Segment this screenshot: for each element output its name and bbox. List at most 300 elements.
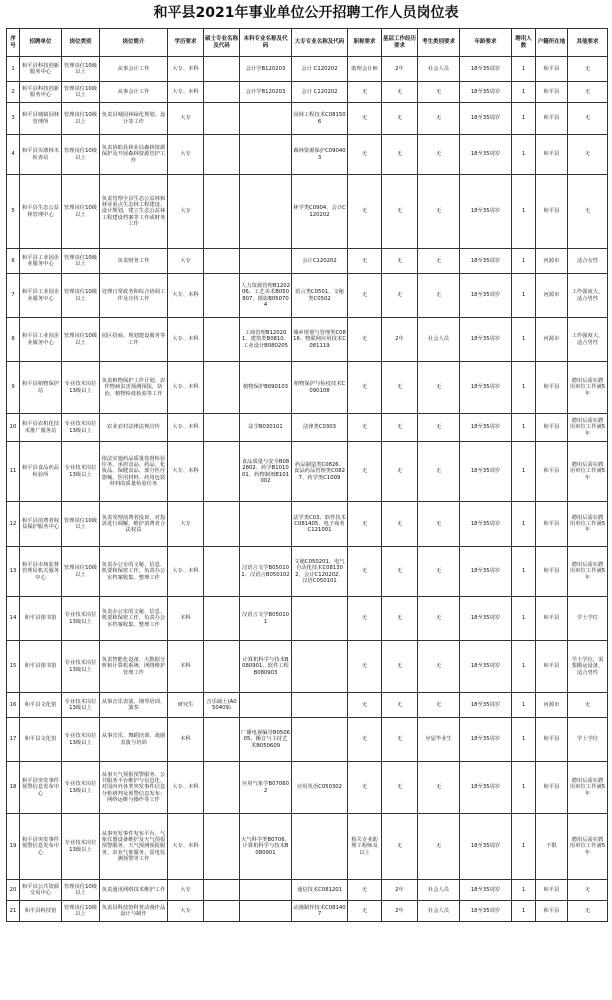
table-cell: 和平县科技创新服务中心 [20,82,62,103]
table-cell: 1 [512,442,536,502]
column-header: 序号 [7,29,20,57]
table-cell: 从事音乐表演、钢琴培训、演奏 [100,693,168,718]
table-cell: 管理岗位10级以上 [62,502,100,547]
table-row [7,814,608,880]
table-cell: 3 [7,103,20,135]
table-cell: 1 [512,274,536,318]
positions-table [6,28,608,922]
table-cell: 依法实施药品质量监督检验任务，承担食品、药品、化妆品、保健食品、部分医疗器械、医用材料、药用包装材料的质量检验任务 [100,442,168,502]
table-cell: 无 [382,175,418,249]
table-cell: 2 [7,82,20,103]
table-cell: 工作强度大，适合男性 [568,274,608,318]
table-cell: 18至35周岁 [460,547,512,597]
table-cell: 1 [512,414,536,442]
table-cell: 无 [418,82,460,103]
table-cell: 专业技术岗位13级以上 [62,762,100,814]
table-cell: 无 [348,547,382,597]
table-cell: 18至35周岁 [460,442,512,502]
table-cell: 无 [418,362,460,414]
table-body [7,57,608,922]
table-cell: 和平县图书馆 [20,597,62,641]
table-cell: 大专 [168,175,204,249]
table-cell: 汉语言文学B050101、汉语言B050102 [240,547,292,597]
column-header: 年龄要求 [460,29,512,57]
table-cell: 1 [7,57,20,82]
table-cell [204,318,240,362]
table-cell: 18至35周岁 [460,135,512,175]
table-row [7,414,608,442]
table-cell: 管理岗位10级以上 [62,880,100,901]
table-cell: 无 [568,135,608,175]
table-cell: 无 [348,880,382,901]
table-cell: 无 [418,762,460,814]
table-cell: 1 [512,82,536,103]
table-cell [240,135,292,175]
table-row [7,901,608,922]
table-cell: 无 [418,103,460,135]
table-cell: 无 [382,442,418,502]
table-row [7,442,608,502]
table-cell: 大专 [168,901,204,922]
table-cell: 无 [382,547,418,597]
table-cell: 广播电视编导B050605、播音与主持艺术B050609 [240,718,292,762]
table-cell: 从事音乐、舞蹈培训，戏剧表演与培训 [100,718,168,762]
table-row [7,249,608,274]
table-cell: 无 [348,718,382,762]
table-cell [204,718,240,762]
table-cell: 1 [512,880,536,901]
table-cell: 和平县公共资源交易中心 [20,880,62,901]
table-cell: 和平县 [536,414,568,442]
table-cell: 和平县 [536,641,568,693]
table-cell: 14 [7,597,20,641]
table-cell: 负责植物保护工作计划，农作物病虫害预测预报，防治，植物检疫检验等工作 [100,362,168,414]
table-cell: 和平县 [536,442,568,502]
table-cell: 无 [382,718,418,762]
table-cell: 1 [512,762,536,814]
table-cell: 通信技术C081201 [292,880,348,901]
table-cell [292,597,348,641]
table-cell: 和平县植物保护站 [20,362,62,414]
table-cell: 和平县 [536,175,568,249]
table-cell: 和平县贝墩林木检查站 [20,135,62,175]
table-cell: 18至35周岁 [460,762,512,814]
table-cell: 管理岗位10级以上 [62,249,100,274]
table-cell: 无 [382,502,418,547]
table-cell: 1 [512,597,536,641]
table-row [7,175,608,249]
table-cell: 18至35周岁 [460,718,512,762]
table-cell [240,249,292,274]
table-cell: 处理日常政务和综合协调工作及宣传工作 [100,274,168,318]
table-cell [292,718,348,762]
table-cell [292,814,348,880]
table-cell: 管理岗位10级以上 [62,547,100,597]
table-cell [204,547,240,597]
table-cell: 负责县科技馆科普动漫作品设计与制作 [100,901,168,922]
table-cell: 1 [512,814,536,880]
table-cell: 会计学B120203 [240,82,292,103]
table-cell: 无 [348,362,382,414]
table-cell: 和平县消费者权益保护服务中心 [20,502,62,547]
table-cell: 和平县 [536,901,568,922]
table-cell: 大专、本科 [168,814,204,880]
table-cell [240,880,292,901]
table-cell: 农业农村法律法规宣传 [100,414,168,442]
table-cell [204,597,240,641]
table-cell: 18至35周岁 [460,901,512,922]
table-cell: 18至35周岁 [460,693,512,718]
table-cell: 本科 [168,597,204,641]
table-cell: 5 [7,175,20,249]
table-cell: 负责受理消费者投诉，对投诉进行调解，维护消费者合法权益 [100,502,168,547]
table-cell: 无 [418,597,460,641]
table-cell: 管理岗位10级以上 [62,57,100,82]
table-cell: 18至35周岁 [460,641,512,693]
table-cell: 聘用后需在聘用单位工作满5年 [568,414,608,442]
table-cell: 1 [512,718,536,762]
table-cell: 从事天气预报预警服务、公共服务平台维护与信息化，对国内外各类突发事件信息分析研判及预警信息发布；网络运维与操作等工作 [100,762,168,814]
table-cell: 专业技术岗位13级以上 [62,814,100,880]
table-cell: 无 [568,82,608,103]
table-cell: 无 [348,442,382,502]
table-cell: 无 [382,103,418,135]
table-row [7,597,608,641]
table-cell: 动漫制作技术C081407 [292,901,348,922]
column-header: 学历要求 [168,29,204,57]
table-cell: 食品质量与安全B082802、药学B101001、药物制剂B101002 [240,442,292,502]
table-cell: 管理岗位10级以上 [62,175,100,249]
table-cell: 6 [7,249,20,274]
table-cell: 无 [348,175,382,249]
table-cell: 林学类C0904、会计C120202 [292,175,348,249]
table-cell: 无 [348,693,382,718]
table-cell: 17 [7,718,20,762]
table-cell: 学士学位，需要搬运设备，适合男性 [568,641,608,693]
table-cell: 文秘C050201、电气自动化技术C081302、会计C120202、汉语C050101 [292,547,348,597]
table-cell: 法学类C03、软件技术C081405、电子商务C121001 [292,502,348,547]
table-cell: 和平县工业园企业服务中心 [20,274,62,318]
table-cell: 负责协助县林业局森林资源保护及开展森林资源管护工作 [100,135,168,175]
table-cell: 适合女性 [568,249,608,274]
table-cell [204,880,240,901]
column-header: 基层工作经历要求 [382,29,418,57]
table-cell: 15 [7,641,20,693]
table-cell: 大专 [168,880,204,901]
table-cell: 不限 [536,814,568,880]
table-row [7,880,608,901]
table-cell: 专业技术岗位13级以上 [62,718,100,762]
table-cell: 18至35周岁 [460,274,512,318]
table-cell: 汉语言文学B050101 [240,597,292,641]
table-cell: 聘用后需在聘用单位工作满5年 [568,547,608,597]
table-cell: 无 [418,502,460,547]
table-cell: 1 [512,135,536,175]
table-cell: 无 [568,693,608,718]
table-cell [240,103,292,135]
table-cell: 无 [348,641,382,693]
table-cell: 无 [348,318,382,362]
table-cell: 专业技术岗位13级以上 [62,442,100,502]
table-cell [240,502,292,547]
table-cell: 无 [418,641,460,693]
table-cell: 负责办公室的文秘、信息、机要和保密工作，负责办公室档案收集、整理工作 [100,547,168,597]
table-cell: 1 [512,249,536,274]
table-cell: 无 [382,414,418,442]
table-cell: 1 [512,318,536,362]
table-cell: 无 [418,274,460,318]
table-row [7,274,608,318]
table-cell: 无 [348,414,382,442]
table-cell: 和平县工业园企业服务中心 [20,318,62,362]
column-header: 本科专业名称及代码 [240,29,292,57]
table-cell: 2年 [382,318,418,362]
table-cell: 河源市 [536,318,568,362]
table-cell [204,175,240,249]
table-cell: 负责管理全县生态公益林和林业重点生态林工程建设、设计规划，建立生态公益林工程建设档案等工作或财务工作 [100,175,168,249]
table-cell: 无 [348,249,382,274]
table-cell: 管理岗位10级以上 [62,135,100,175]
table-cell [204,135,240,175]
table-cell: 无 [382,762,418,814]
table-cell: 和平县 [536,502,568,547]
table-cell: 10 [7,414,20,442]
table-cell [204,502,240,547]
table-cell: 应届毕业生 [418,718,460,762]
table-cell: 人力资源管理B120206、工艺美术B050807、摄影B050704 [240,274,292,318]
table-cell: 聘用后需在聘用单位工作满5年 [568,442,608,502]
table-row [7,718,608,762]
table-cell: 无 [382,362,418,414]
table-cell: 无 [382,274,418,318]
table-cell: 1 [512,641,536,693]
table-cell: 社会人员 [418,57,460,82]
table-cell [204,442,240,502]
table-cell: 会计C120202 [292,249,348,274]
table-cell: 1 [512,57,536,82]
table-cell: 9 [7,362,20,414]
table-cell: 管理岗位10级以上 [62,901,100,922]
table-cell: 无 [418,547,460,597]
table-cell: 负责智能化设备、大数据分析和计算机系统、网络维护管理工作 [100,641,168,693]
table-cell: 和平县 [536,880,568,901]
table-cell: 19 [7,814,20,880]
table-cell: 和平县 [536,57,568,82]
table-cell: 音乐硕士(A050409) [204,693,240,718]
table-cell: 和平县 [536,718,568,762]
table-cell: 和平县生态公益林管理中心 [20,175,62,249]
table-cell: 18至35周岁 [460,249,512,274]
table-cell: 负责办公室的文秘、信息、机要和保密工作，负责办公室档案收集、整理工作 [100,597,168,641]
table-cell: 和平县突发事件预警信息发布中心 [20,762,62,814]
column-header: 聘用人数 [512,29,536,57]
table-cell: 大专、本科 [168,57,204,82]
table-cell: 社会人员 [418,880,460,901]
table-row [7,135,608,175]
table-cell: 大专 [168,249,204,274]
table-cell: 无 [348,274,382,318]
table-cell: 18 [7,762,20,814]
table-cell: 1 [512,693,536,718]
column-header: 岗位简介 [100,29,168,57]
table-row [7,641,608,693]
table-cell: 学士学位 [568,718,608,762]
table-cell: 森林资源保护C090403 [292,135,348,175]
table-cell: 和平县 [536,762,568,814]
table-cell: 无 [348,82,382,103]
table-cell: 无 [418,814,460,880]
table-cell: 管理岗位10级以上 [62,103,100,135]
table-cell [204,249,240,274]
table-cell: 本科 [168,718,204,762]
table-cell: 20 [7,880,20,901]
table-cell: 无 [418,693,460,718]
table-cell: 专业技术岗位13级以上 [62,641,100,693]
table-cell [204,274,240,318]
table-cell: 河源市 [536,693,568,718]
table-cell: 无 [382,135,418,175]
table-cell: 和平县工业园企业服务中心 [20,249,62,274]
table-cell: 1 [512,502,536,547]
table-cell [240,693,292,718]
table-cell: 18至35周岁 [460,175,512,249]
table-cell: 负责通讯网络技术维护工作 [100,880,168,901]
table-cell: 河源市 [536,249,568,274]
table-cell: 和平县科技馆 [20,901,62,922]
table-cell: 18至35周岁 [460,57,512,82]
table-cell: 无 [348,135,382,175]
table-cell: 语言类C0501、文秘类C0502 [292,274,348,318]
table-cell [204,57,240,82]
table-cell: 会计学B120203 [240,57,292,82]
table-cell [204,82,240,103]
table-cell: 和平县 [536,597,568,641]
table-cell: 植物保护与检疫技术C090108 [292,362,348,414]
table-row [7,693,608,718]
table-cell: 和平县农机化技术推广服务站 [20,414,62,442]
table-cell: 11 [7,442,20,502]
column-header: 岗位类别 [62,29,100,57]
table-cell: 会计 C120202 [292,82,348,103]
table-cell [204,641,240,693]
table-cell: 和平县 [536,547,568,597]
table-cell: 21 [7,901,20,922]
table-cell: 无 [382,82,418,103]
table-cell: 大专、本科 [168,318,204,362]
table-cell: 从事会计工作 [100,82,168,103]
table-cell: 聘用后需在聘用单位工作满5年 [568,762,608,814]
table-cell: 1 [512,103,536,135]
column-header: 户籍所在地 [536,29,568,57]
column-header: 考生类别要求 [418,29,460,57]
table-cell: 无 [418,414,460,442]
table-cell [204,762,240,814]
table-cell: 无 [568,175,608,249]
table-cell: 和平县科技创新服务中心 [20,57,62,82]
table-cell: 大专、本科 [168,274,204,318]
column-header: 大专专业名称及代码 [292,29,348,57]
table-cell: 管理岗位10级以上 [62,318,100,362]
table-row [7,502,608,547]
table-cell: 管理岗位10级以上 [62,274,100,318]
table-cell: 大专 [168,135,204,175]
table-cell: 18至35周岁 [460,103,512,135]
table-cell: 应用气象学B070602 [240,762,292,814]
table-cell: 和平县图书馆 [20,641,62,693]
table-cell: 无 [418,135,460,175]
table-cell: 专业技术岗位13级以上 [62,414,100,442]
table-cell: 和平县文化馆 [20,693,62,718]
table-cell: 园林工程技术C081506 [292,103,348,135]
table-cell: 药品制造类C0826、食品药品管理类C0827、药学类C1009 [292,442,348,502]
table-cell: 无 [568,103,608,135]
table-cell: 大气科学类B0706、计算机科学与技术B080901 [240,814,292,880]
table-cell: 大专、本科 [168,414,204,442]
table-cell: 园区招商、规划建设服务等工作 [100,318,168,362]
table-cell: 1 [512,175,536,249]
table-row [7,362,608,414]
table-cell: 无 [568,901,608,922]
table-cell [240,901,292,922]
table-cell: 无 [348,762,382,814]
table-cell: 学士学位 [568,597,608,641]
table-cell: 大专、本科 [168,362,204,414]
table-cell: 无 [348,901,382,922]
table-cell: 7 [7,274,20,318]
table-cell: 专业技术岗位13级以上 [62,362,100,414]
table-cell: 工作强度大，适合男性 [568,318,608,362]
table-cell: 无 [382,249,418,274]
table-cell: 大专、本科 [168,82,204,103]
column-header: 其他要求 [568,29,608,57]
column-header: 职称要求 [348,29,382,57]
table-cell: 法学B030101 [240,414,292,442]
table-cell [240,175,292,249]
table-cell: 负责县城园林绿化规划、设计等工作 [100,103,168,135]
table-cell: 大专、本科 [168,547,204,597]
table-cell: 城乡规划与管理类C0816、物联网应用技术C081119 [292,318,348,362]
table-cell: 工商管理B120201、建筑类B0810、工业设计B080205 [240,318,292,362]
table-cell: 18至35周岁 [460,414,512,442]
table-cell: 和平县 [536,82,568,103]
table-cell: 管理岗位10级以上 [62,82,100,103]
table-row [7,762,608,814]
table-cell: 8 [7,318,20,362]
table-cell: 无 [382,641,418,693]
table-cell: 相关专业助理工程师及以上 [348,814,382,880]
table-cell: 本科 [168,641,204,693]
table-cell: 和平县 [536,103,568,135]
table-cell: 大专 [168,103,204,135]
table-cell: 18至35周岁 [460,82,512,103]
table-cell: 18至35周岁 [460,597,512,641]
table-cell: 和平县突发事件预警信息发布中心 [20,814,62,880]
table-cell: 大专、本科 [168,762,204,814]
table-cell [292,641,348,693]
table-cell [204,103,240,135]
table-cell: 16 [7,693,20,718]
table-cell: 计算机科学与技术B080901、软件工程B080903 [240,641,292,693]
table-cell: 无 [568,880,608,901]
table-cell: 和平县城镇园林管理所 [20,103,62,135]
table-cell [204,814,240,880]
table-cell: 无 [348,597,382,641]
table-cell: 大专、本科 [168,442,204,502]
table-cell: 专业技术岗位13级以上 [62,693,100,718]
table-cell: 应用英语C050302 [292,762,348,814]
table-cell: 植物保护B090103 [240,362,292,414]
table-cell: 无 [382,814,418,880]
